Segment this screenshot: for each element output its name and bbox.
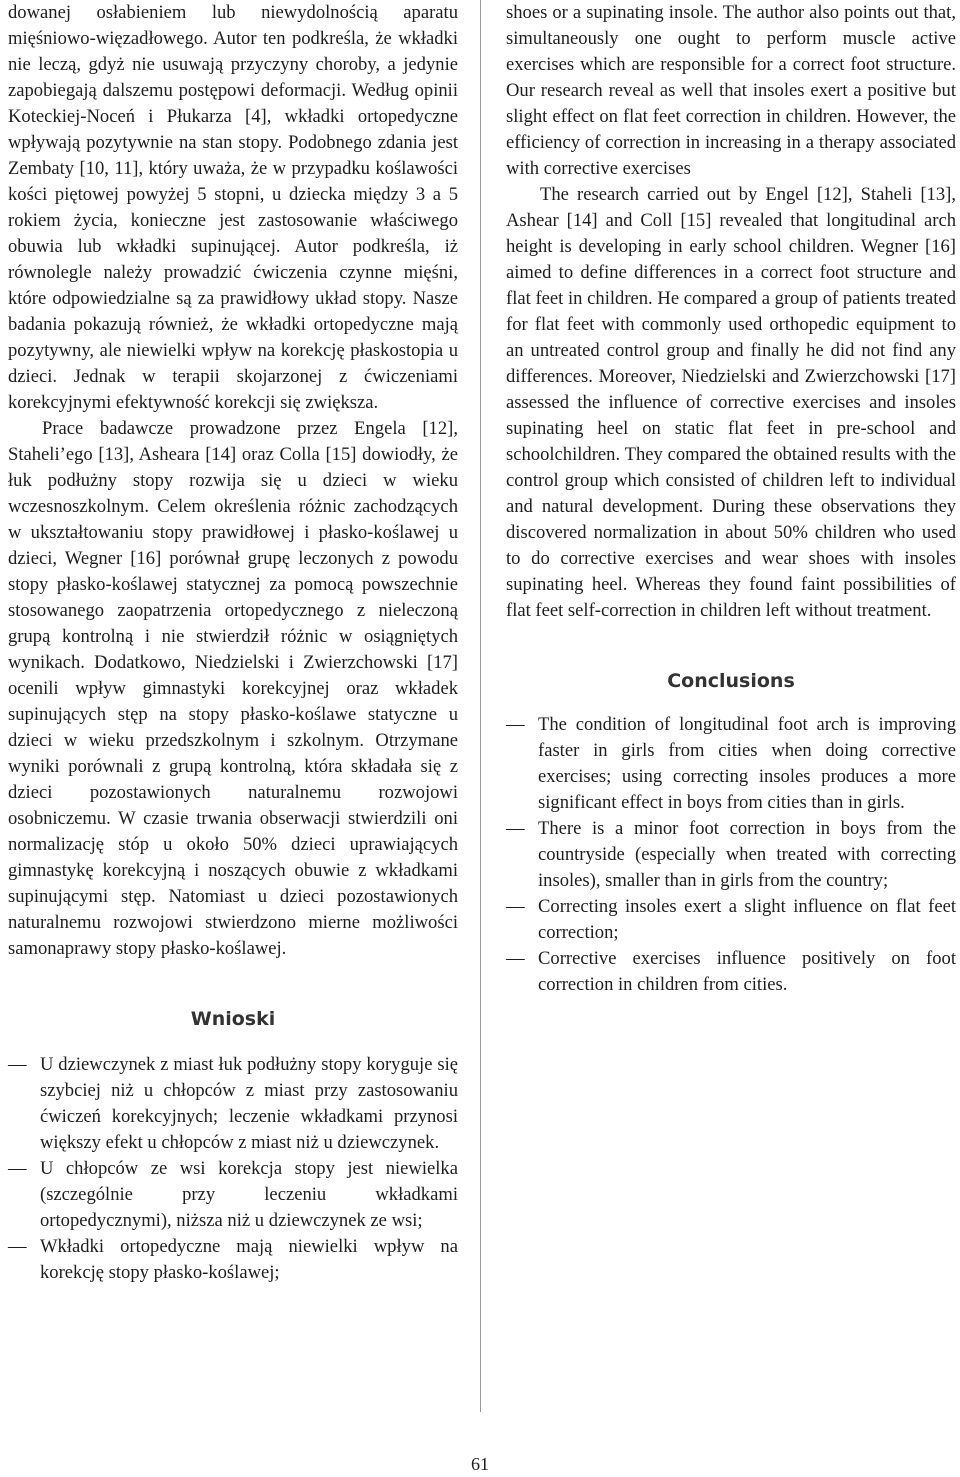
left-conclusions-list <box>8 1052 458 1286</box>
dash-bullet: — <box>506 948 525 969</box>
left-paragraph-2: Prace badawcze prowadzone przez Engela [12], Staheli’ego [13], Asheara [14] oraz Colla [15] dowiodły, że łuk podłużny stopy rozwija się u dzieci w wieku wczesnoszkolnym. Celem określenia różnic zachodzących w ukształtowaniu stopy prawidłowej i płasko-koślawej u dzieci, Wegner [16] porównał grupę leczonych z powodu stopy płasko-koślawej statycznej za pomocą powszechnie stosowanego zaopatrzenia ortopedycznego z nieleczoną grupą kontrolną i nie stwierdził różnic w osiągniętych wynikach. Dodatkowo, Niedzielski i Zwierzchowski [17] ocenili wpływ gimnastyki korekcyjnej oraz wkładek supinujących stęp na stopy płasko-koślawe statyczne u dzieci w wieku przedszkolnym i szkolnym. Otrzymane wyniki porównali z grupą kontrolną, która składała się z dzieci pozostawionych naturalnemu rozwojowi osobniczemu. W czasie trwania obserwacji stwierdzili oni normalizację stóp u około 50% dzieci uprawiających gimnastykę korekcyjną i noszących obuwie z wkładkami supinującymi stęp. Natomiast u dzieci pozostawionych naturalnemu rozwojowi stwierdzono mierne możliwości samonaprawy stopy płasko-koślawej. <box>8 418 458 959</box>
dash-bullet: — <box>8 1054 27 1075</box>
right-paragraph-2: The research carried out by Engel [12], Staheli [13], Ashear [14] and Coll [15] revealed that longitudinal arch height is developing in early school children. Wegner [16] aimed to define differences in a correct foot structure and flat feet in children. He compared a group of patients treated for flat feet with commonly used orthopedic equipment to an untreated control group and finally he did not find any differences. Moreover, Niedzielski and Zwierzchowski [17] assessed the influence of corrective exercises and insoles supinating heel on static flat feet in pre-school and schoolchildren. They compared the obtained results with the control group which consisted of children left to individual and natural development. During these observations they discovered normalization in about 50% children who used to do corrective exercises and wear shoes with insoles supinating heel. Whereas they found faint possibilities of flat feet self-correction in children left without treatment. <box>506 184 956 621</box>
left-column <box>8 0 458 1286</box>
right-heading-conclusions: Conclusions <box>667 670 795 692</box>
dash-bullet: — <box>8 1158 27 1179</box>
right-paragraph-1: shoes or a supinating insole. The author also points out that, simultaneously one ought to perform muscle active exercises which are responsible for a correct foot structure. Our research reveal as well that insoles exert a positive but slight effect on flat feet correction in children. However, the efficiency of correction in increasing in a therapy associated with corrective exercises <box>506 2 956 179</box>
list-item <box>506 712 956 816</box>
list-item-text: There is a minor foot correction in boys from the countryside (especially when treated with correcting insoles), smaller than in girls from the country; <box>538 818 956 891</box>
list-item-text: Wkładki ortopedyczne mają niewielki wpływ na korekcję stopy płasko-koślawej; <box>40 1236 458 1283</box>
list-item-text: U dziewczynek z miast łuk podłużny stopy koryguje się szybciej niż u chłopców z miast przy zastosowaniu ćwiczeń korekcyjnych; leczenie wkładkami przynosi większy efekt u chłopców z miast niż u dziewczynek. <box>40 1054 458 1153</box>
list-item <box>506 816 956 894</box>
list-item-text: Correcting insoles exert a slight influence on flat feet correction; <box>538 896 956 943</box>
column-divider <box>480 0 481 1412</box>
list-item-text: The condition of longitudinal foot arch is improving faster in girls from cities when doing corrective exercises; using correcting insoles produces a more significant effect in boys from cities than in girls. <box>538 714 956 813</box>
left-paragraph-1: dowanej osłabieniem lub niewydolnością aparatu mięśniowo-więzadłowego. Autor ten podkreśla, że wkładki nie leczą, gdyż nie usuwają przyczyny choroby, a jedynie zapobiegają dalszemu postępowi deformacji. Według opinii Koteckiej-Noceń i Płukarza [4], wkładki ortopedyczne wpływają pozytywnie na stan stopy. Podobnego zdania jest Zembaty [10, 11], który uważa, że w przypadku koślawości kości piętowej powyżej 5 stopni, u dziecka między 3 a 5 rokiem życia, konieczne jest zastosowanie właściwego obuwia lub wkładki supinującej. Autor podkreśla, iż równolegle należy prowadzić ćwiczenia czynne mięśni, które odpowiedzialne są za prawidłowy układ stopy. Nasze badania pokazują również, że wkładki ortopedyczne mają pozytywny, ale niewielki wpływ na korekcję płaskostopia u dzieci. Jednak w terapii skojarzonej z ćwiczeniami korekcyjnymi efektywność korekcji się zwiększa. <box>8 2 458 413</box>
dash-bullet: — <box>8 1236 27 1257</box>
dash-bullet: — <box>506 818 525 839</box>
right-column <box>506 0 956 998</box>
list-item <box>506 894 956 946</box>
dash-bullet: — <box>506 714 525 735</box>
list-item <box>506 946 956 998</box>
right-conclusions-list <box>506 712 956 998</box>
list-item <box>8 1052 458 1156</box>
list-item-text: U chłopców ze wsi korekcja stopy jest niewielka (szczególnie przy leczeniu wkładkami ortopedycznymi), niższa niż u dziewczynek ze wsi; <box>40 1158 458 1231</box>
list-item-text: Corrective exercises influence positively on foot correction in children from cities. <box>538 948 956 995</box>
dash-bullet: — <box>506 896 525 917</box>
left-heading-wnioski: Wnioski <box>190 1008 276 1030</box>
list-item <box>8 1156 458 1234</box>
list-item <box>8 1234 458 1286</box>
page-number: 61 <box>471 1454 489 1474</box>
